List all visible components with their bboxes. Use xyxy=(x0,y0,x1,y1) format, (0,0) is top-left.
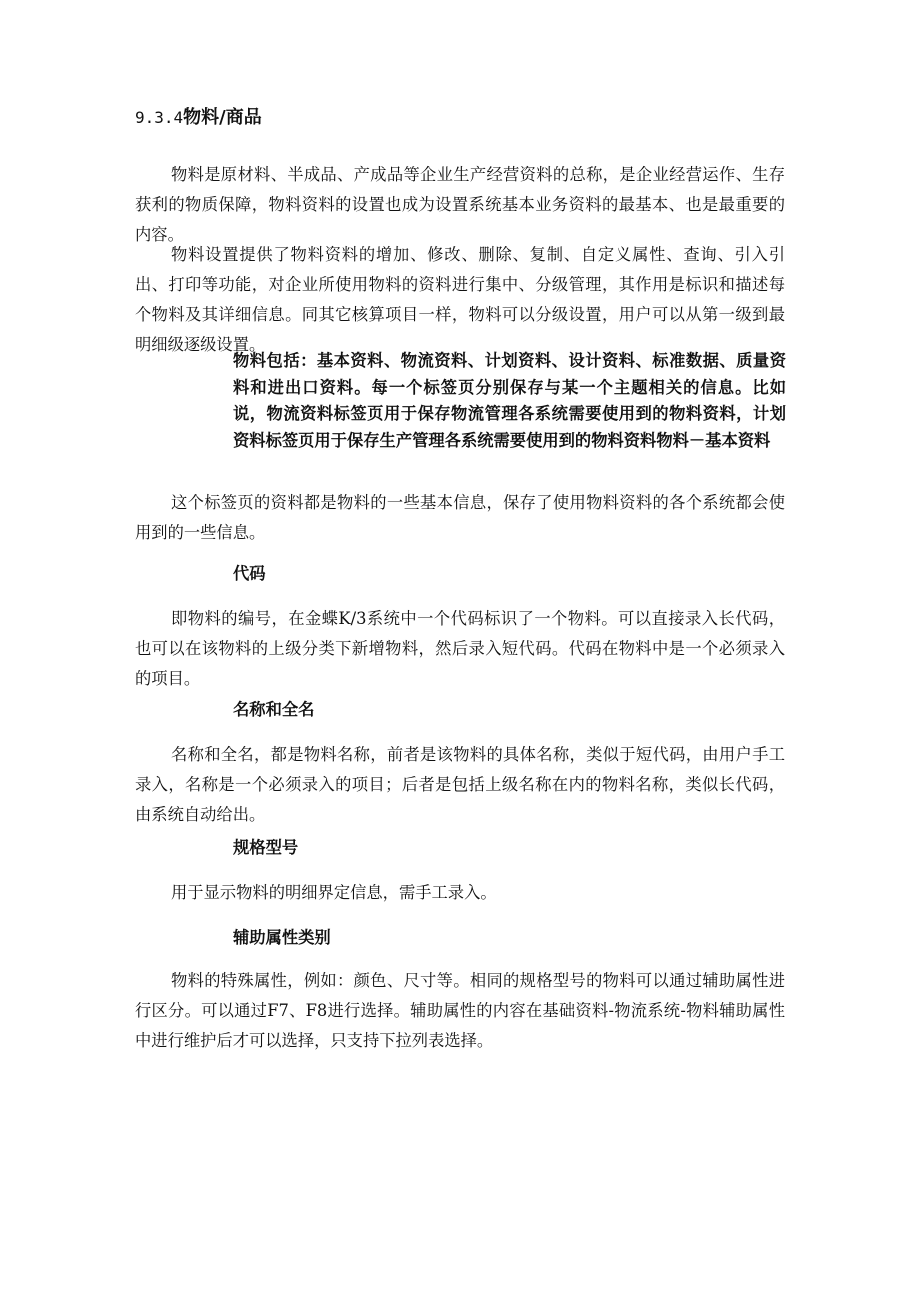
field-body-aux: 物料的特殊属性，例如：颜色、尺寸等。相同的规格型号的物料可以通过辅助属性进行区分。可以通过F7、F8进行选择。辅助属性的内容在基础资料-物流系统-物料辅助属性中进行维护后才可以选择，只支持下拉列表选择。 xyxy=(135,971,785,1050)
field-body-spec: 用于显示物料的明细界定信息，需手工录入。 xyxy=(171,883,497,902)
field-body-code: 即物料的编号，在金蝶K/3系统中一个代码标识了一个物料。可以直接录入长代码，也可以在该物料的上级分类下新增物料，然后录入短代码。代码在物料中是一个必须录入的项目。 xyxy=(135,609,785,688)
field-body-name: 名称和全名，都是物料名称，前者是该物料的具体名称，类似于短代码，由用户手工录入，名称是一个必须录入的项目；后者是包括上级名称在内的物料名称，类似长代码，由系统自动给出。 xyxy=(135,745,785,824)
intro-paragraph: 物料是原材料、半成品、产成品等企业生产经营资料的总称，是企业经营运作、生存获利的物质保障，物料资料的设置也成为设置系统基本业务资料的最基本、也是最重要的内容。 xyxy=(135,165,785,244)
basic-tab-paragraph: 这个标签页的资料都是物料的一些基本信息，保存了使用物料资料的各个系统都会使用到的一些信息。 xyxy=(135,493,785,542)
setup-paragraph: 物料设置提供了物料资料的增加、修改、删除、复制、自定义属性、查询、引入引出、打印等功能，对企业所使用物料的资料进行集中、分级管理，其作用是标识和描述每个物料及其详细信息。同其它核算项目一样，物料可以分级设置，用户可以从第一级到最明细级逐级设置。 xyxy=(135,245,785,354)
section-number: 9.3.4 xyxy=(135,108,184,127)
field-heading-name: 名称和全名 xyxy=(233,700,315,719)
includes-bold-paragraph: 物料包括：基本资料、物流资料、计划资料、设计资料、标准数据、质量资料和进出口资料。每一个标签页分别保存与某一个主题相关的信息。比如说，物流资料标签页用于保存物流管理各系统需要使用到的物料资料，计划资料标签页用于保存生产管理各系统需要使用到的物料资料物料－基本资料 xyxy=(233,351,786,450)
section-title: 物料/商品 xyxy=(183,107,262,128)
field-heading-spec: 规格型号 xyxy=(233,838,299,857)
field-heading-code: 代码 xyxy=(233,564,266,583)
section-heading xyxy=(135,104,262,132)
field-heading-aux: 辅助属性类别 xyxy=(233,928,331,947)
